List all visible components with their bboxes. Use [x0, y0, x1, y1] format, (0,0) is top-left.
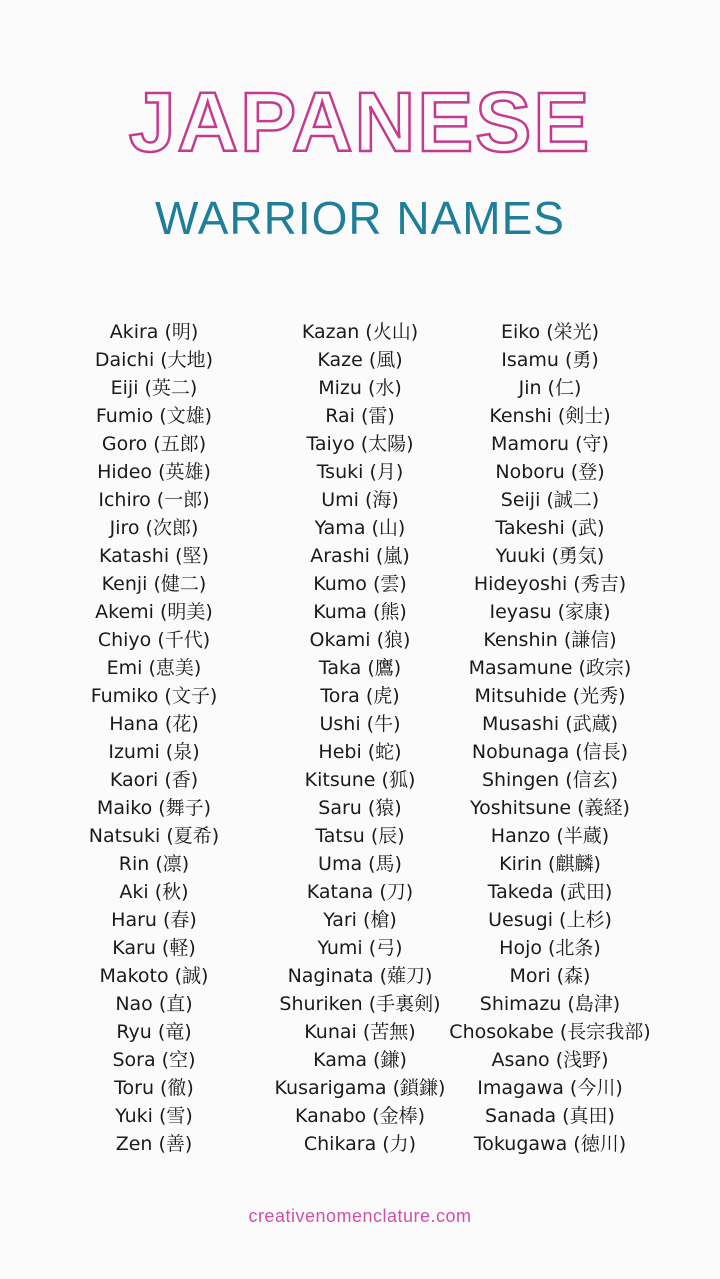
name-item: Masamune (政宗) — [468, 657, 632, 679]
name-item: Shuriken (手裏剣) — [279, 993, 441, 1015]
name-item: Nao (直) — [115, 993, 193, 1015]
names-column-3 — [430, 318, 670, 1158]
name-item: Kirin (麒麟) — [499, 853, 601, 875]
name-item: Nobunaga (信長) — [471, 741, 629, 763]
name-item: Kusarigama (鎖鎌) — [274, 1077, 446, 1099]
name-item: Naginata (薙刀) — [287, 965, 433, 987]
name-item: Makoto (誠) — [99, 965, 209, 987]
name-item: Uma (馬) — [318, 853, 402, 875]
name-item: Zen (善) — [115, 1133, 193, 1155]
name-item: Taka (鷹) — [318, 657, 402, 679]
name-item: Kenji (健二) — [101, 573, 207, 595]
name-item: Tatsu (辰) — [315, 825, 405, 847]
name-item: Kenshi (剣士) — [489, 405, 611, 427]
name-item: Hebi (蛇) — [318, 741, 402, 763]
name-item: Yama (山) — [314, 517, 406, 539]
name-item: Akemi (明美) — [95, 601, 213, 623]
name-item: Katana (刀) — [306, 881, 414, 903]
name-item: Mitsuhide (光秀) — [474, 685, 626, 707]
name-item: Hideo (英雄) — [97, 461, 211, 483]
name-item: Fumio (文雄) — [95, 405, 213, 427]
name-item: Ieyasu (家康) — [489, 601, 611, 623]
name-item: Okami (狼) — [309, 629, 411, 651]
name-item: Arashi (嵐) — [310, 545, 410, 567]
name-item: Saru (猿) — [318, 797, 402, 819]
name-item: Chikara (力) — [303, 1133, 417, 1155]
name-item: Umi (海) — [321, 489, 399, 511]
name-item: Kenshin (謙信) — [483, 629, 617, 651]
name-item: Kitsune (狐) — [304, 769, 416, 791]
name-item: Mamoru (守) — [491, 433, 609, 455]
name-item: Rai (雷) — [325, 405, 395, 427]
name-item: Kumo (雲) — [313, 573, 407, 595]
name-item: Eiko (栄光) — [500, 321, 600, 343]
names-column-1 — [34, 318, 274, 1158]
name-item: Hana (花) — [109, 713, 199, 735]
name-item: Sanada (真田) — [485, 1105, 615, 1127]
name-item: Kama (鎌) — [313, 1049, 407, 1071]
name-item: Yuki (雪) — [115, 1105, 193, 1127]
name-item: Katashi (堅) — [99, 545, 209, 567]
names-list — [0, 318, 720, 1158]
name-item: Yuuki (勇気) — [495, 545, 605, 567]
name-item: Imagawa (今川) — [477, 1077, 623, 1099]
name-item: Kazan (火山) — [301, 321, 419, 343]
name-item: Kuma (熊) — [313, 601, 407, 623]
name-item: Shimazu (島津) — [479, 993, 621, 1015]
name-item: Toru (徹) — [114, 1077, 194, 1099]
page-subtitle: WARRIOR NAMES — [155, 192, 565, 244]
name-item: Seiji (誠二) — [500, 489, 600, 511]
name-item: Fumiko (文子) — [90, 685, 218, 707]
name-item: Jin (仁) — [518, 377, 582, 399]
name-item: Akira (明) — [109, 321, 199, 343]
name-item: Taiyo (太陽) — [306, 433, 414, 455]
name-item: Hideyoshi (秀吉) — [473, 573, 627, 595]
name-item: Chiyo (千代) — [97, 629, 211, 651]
name-item: Aki (秋) — [119, 881, 189, 903]
name-item: Chosokabe (長宗我部) — [449, 1021, 651, 1043]
name-item: Isamu (勇) — [501, 349, 599, 371]
name-item: Yumi (弓) — [317, 937, 403, 959]
name-item: Noboru (登) — [495, 461, 605, 483]
name-item: Mori (森) — [509, 965, 591, 987]
name-item: Izumi (泉) — [108, 741, 200, 763]
name-item: Eiji (英二) — [110, 377, 198, 399]
name-item: Kaze (風) — [317, 349, 403, 371]
name-item: Natsuki (夏希) — [88, 825, 220, 847]
name-item: Jiro (次郎) — [109, 517, 199, 539]
name-item: Asano (浅野) — [491, 1049, 609, 1071]
name-item: Haru (春) — [111, 909, 197, 931]
name-item: Maiko (舞子) — [96, 797, 212, 819]
name-item: Uesugi (上杉) — [488, 909, 612, 931]
name-item: Rin (凛) — [118, 853, 190, 875]
name-item: Daichi (大地) — [94, 349, 214, 371]
name-item: Tsuki (月) — [316, 461, 404, 483]
name-item: Ushi (牛) — [319, 713, 401, 735]
name-item: Kanabo (金棒) — [294, 1105, 425, 1127]
name-item: Hojo (北条) — [499, 937, 601, 959]
name-item: Yoshitsune (義経) — [470, 797, 630, 819]
name-item: Kaori (香) — [109, 769, 199, 791]
name-item: Hanzo (半蔵) — [490, 825, 610, 847]
name-item: Goro (五郎) — [101, 433, 207, 455]
name-item: Takeda (武田) — [487, 881, 613, 903]
name-item: Takeshi (武) — [495, 517, 605, 539]
name-item: Tora (虎) — [320, 685, 400, 707]
name-item: Ichiro (一郎) — [98, 489, 210, 511]
footer-website: creativenomenclature.com — [248, 1206, 472, 1226]
name-item: Yari (槍) — [323, 909, 397, 931]
page-title: JAPANESE — [128, 75, 592, 169]
name-item: Shingen (信玄) — [481, 769, 619, 791]
name-item: Sora (空) — [112, 1049, 196, 1071]
name-item: Kunai (苦無) — [304, 1021, 416, 1043]
name-item: Karu (軽) — [112, 937, 196, 959]
name-item: Ryu (竜) — [116, 1021, 192, 1043]
name-item: Musashi (武蔵) — [481, 713, 619, 735]
name-item: Mizu (水) — [318, 377, 402, 399]
name-item: Tokugawa (徳川) — [473, 1133, 627, 1155]
name-item: Emi (恵美) — [106, 657, 202, 679]
